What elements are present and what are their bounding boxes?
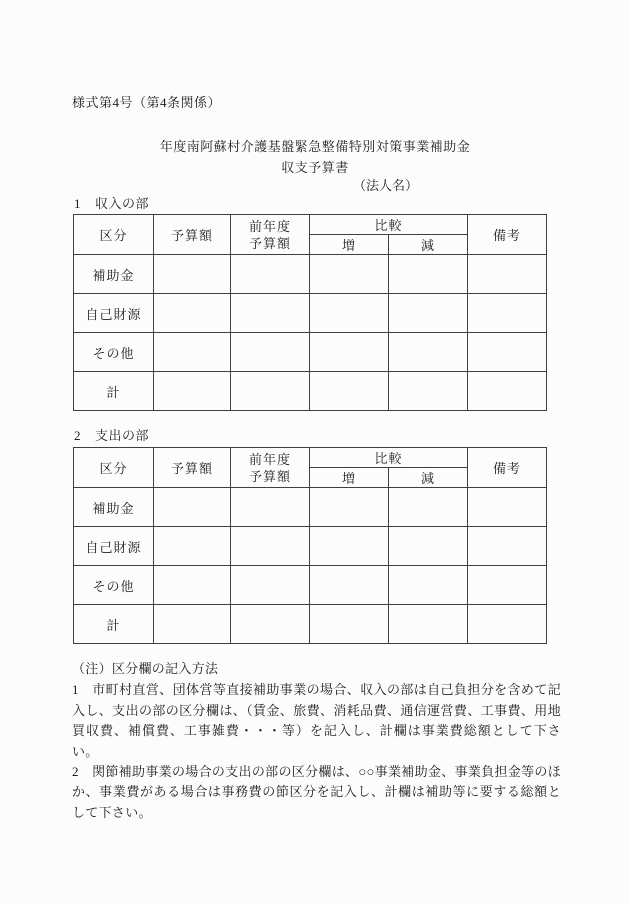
expenditure-header-prev-year-line1: 前年度 (248, 451, 291, 467)
expenditure-row-own-funds (74, 527, 547, 566)
section-1-label: 収入の部 (95, 196, 150, 211)
title-block (0, 136, 630, 178)
row-label: 計 (74, 372, 154, 411)
increase-cell (310, 294, 389, 333)
prev-year-cell (231, 527, 310, 566)
income-row-subsidy (74, 255, 547, 294)
budget-cell (154, 294, 231, 333)
row-label: 補助金 (74, 255, 154, 294)
row-label: 自己財源 (74, 294, 154, 333)
form-number: 様式第4号（第4条関係） (72, 95, 222, 110)
income-header-budget: 予算額 (154, 215, 231, 255)
income-row-own-funds (74, 294, 547, 333)
budget-cell (154, 488, 231, 527)
budget-cell (154, 255, 231, 294)
prev-year-cell (231, 255, 310, 294)
budget-cell (154, 372, 231, 411)
section-2-number: 2 (74, 428, 81, 443)
document-subtitle: 収支予算書 (281, 160, 349, 175)
prev-year-cell (231, 294, 310, 333)
note-item-1: 1 市町村直営、団体営等直接補助事業の場合、収入の部は自己負担分を含めて記入し、支出の部の区分欄は、（賃金、旅費、消耗品費、通信運営費、工事費、用地買収費、補償費、工事雑費・・・等）を記入し、計欄は事業費総額として下さい。 (72, 682, 561, 759)
expenditure-table (73, 447, 547, 644)
budget-cell (154, 605, 231, 644)
section-2-label: 支出の部 (95, 428, 150, 443)
increase-cell (310, 527, 389, 566)
expenditure-header-category: 区分 (74, 448, 154, 488)
expenditure-header-prev-year-line2: 予算額 (248, 468, 291, 484)
expenditure-header-budget: 予算額 (154, 448, 231, 488)
decrease-cell (389, 372, 468, 411)
remarks-cell (468, 488, 547, 527)
income-header-increase: 増 (310, 235, 389, 255)
increase-cell (310, 333, 389, 372)
expenditure-header-comparison: 比較 (310, 448, 468, 468)
section-2-heading (74, 428, 149, 444)
note-item-2: 2 関節補助事業の場合の支出の部の区分欄は、○○事業補助金、事業負担金等のほか、事業費がある場合は事務費の節区分を記入し、計欄は補助等に要する総額として下さい。 (72, 764, 561, 820)
remarks-cell (468, 372, 547, 411)
decrease-cell (389, 255, 468, 294)
income-header-prev-year (231, 215, 310, 255)
income-header-prev-year-line2: 予算額 (248, 235, 291, 251)
remarks-cell (468, 527, 547, 566)
income-header-remarks: 備考 (468, 215, 547, 255)
notes-heading: （注）区分欄の記入方法 (72, 661, 219, 676)
income-header-comparison: 比較 (310, 215, 468, 235)
remarks-cell (468, 333, 547, 372)
prev-year-cell (231, 372, 310, 411)
budget-cell (154, 527, 231, 566)
increase-cell (310, 605, 389, 644)
remarks-cell (468, 255, 547, 294)
income-header-prev-year-line1: 前年度 (248, 218, 291, 234)
notes-block (72, 659, 561, 823)
row-label: その他 (74, 566, 154, 605)
income-row-other (74, 333, 547, 372)
increase-cell (310, 372, 389, 411)
decrease-cell (389, 605, 468, 644)
section-1-number: 1 (74, 196, 81, 211)
increase-cell (310, 566, 389, 605)
row-label: 補助金 (74, 488, 154, 527)
prev-year-cell (231, 566, 310, 605)
decrease-cell (389, 333, 468, 372)
income-header-decrease: 減 (389, 235, 468, 255)
remarks-cell (468, 294, 547, 333)
income-table (73, 214, 547, 411)
prev-year-cell (231, 333, 310, 372)
row-label: その他 (74, 333, 154, 372)
remarks-cell (468, 605, 547, 644)
remarks-cell (468, 566, 547, 605)
expenditure-row-other (74, 566, 547, 605)
expenditure-header-decrease: 減 (389, 468, 468, 488)
decrease-cell (389, 488, 468, 527)
income-header-category: 区分 (74, 215, 154, 255)
budget-cell (154, 566, 231, 605)
income-row-total (74, 372, 547, 411)
expenditure-row-subsidy (74, 488, 547, 527)
decrease-cell (389, 566, 468, 605)
increase-cell (310, 255, 389, 294)
row-label: 計 (74, 605, 154, 644)
decrease-cell (389, 527, 468, 566)
row-label: 自己財源 (74, 527, 154, 566)
expenditure-row-total (74, 605, 547, 644)
document-title: 年度南阿蘇村介護基盤緊急整備特別対策事業補助金 (159, 139, 471, 154)
prev-year-cell (231, 488, 310, 527)
increase-cell (310, 488, 389, 527)
decrease-cell (389, 294, 468, 333)
expenditure-header-remarks: 備考 (468, 448, 547, 488)
expenditure-header-increase: 増 (310, 468, 389, 488)
corporate-name-label: （法人名） (353, 178, 419, 193)
prev-year-cell (231, 605, 310, 644)
expenditure-header-prev-year (231, 448, 310, 488)
section-1-heading (74, 196, 149, 212)
budget-cell (154, 333, 231, 372)
